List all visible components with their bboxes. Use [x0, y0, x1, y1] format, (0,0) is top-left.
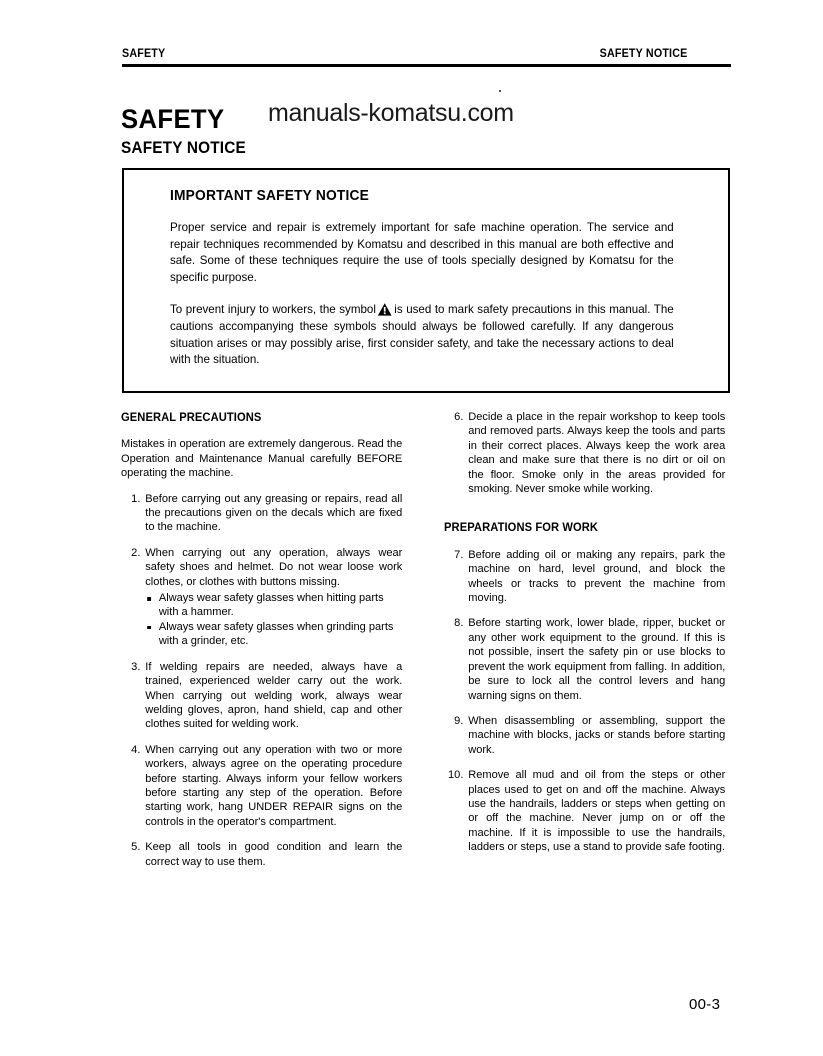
list-item-text: Decide a place in the repair workshop to keep tools and removed parts. Always keep the tools and parts in their correct places. Always keep the work area clean and make sure that there is no dirt or oil on the floor. Smoke only in the areas provided for smoking. Never smoke while working.	[468, 411, 726, 496]
list-item-text: Keep all tools in good condition and learn the correct way to use them.	[145, 841, 403, 868]
list-item-number: 6.	[454, 411, 464, 423]
list-item-text: When carrying out any operation with two or more workers, always agree on the operating procedure before starting. Always inform your fellow workers before starting any step of the operation. Before starting work, hang UNDER REPAIR signs on the controls in the operator's compartment.	[145, 743, 403, 828]
list-item-text: When carrying out any operation, always wear safety shoes and helmet. Do not wear loose work clothes, or clothes with buttons missing.	[145, 546, 403, 588]
list-item	[444, 768, 725, 854]
sub-list-item: Always wear safety glasses when grinding parts with a grinder, etc.	[145, 620, 402, 649]
general-precautions-list	[121, 492, 411, 869]
right-column	[444, 410, 734, 855]
list-item	[444, 410, 725, 496]
list-item	[444, 714, 725, 757]
list-item	[121, 546, 402, 649]
list-item-number: 1.	[131, 492, 141, 505]
header-section-label: SAFETY	[122, 48, 166, 60]
list-item-number: 5.	[131, 841, 141, 854]
notice-paragraph-2	[170, 301, 674, 367]
page-title: SAFETY	[121, 104, 225, 134]
page-subtitle: SAFETY NOTICE	[121, 139, 246, 157]
list-item-text: Before starting work, lower blade, ripper, bucket or any other work equipment to the ground. If this is not possible, insert the safety pin or use blocks to prevent the work equipment from falling. In addition, be sure to lock all the control levers and hang warning signs on them.	[468, 617, 726, 702]
list-item	[121, 840, 402, 869]
notice-paragraph-2-before: To prevent injury to workers, the symbol	[170, 302, 376, 317]
list-item-number: 10.	[448, 769, 464, 782]
sub-bullet-list	[145, 591, 402, 649]
list-item-number: 7.	[454, 548, 464, 561]
notice-title: IMPORTANT SAFETY NOTICE	[170, 188, 370, 204]
site-watermark: manuals-komatsu.com	[268, 99, 514, 127]
running-header	[122, 48, 687, 60]
page-number: 00-3	[689, 996, 721, 1013]
list-item-number: 4.	[131, 743, 141, 756]
list-item-text: When disassembling or assembling, support the machine with blocks, jacks or stands before starting work.	[468, 714, 726, 756]
list-item	[121, 492, 402, 535]
notice-paragraph-1: Proper service and repair is extremely important for safe machine operation. The service and repair techniques recommended by Komatsu and described in this manual are both effective and safe. Some of these techniques require the use of tools specially designed by Komatsu for the specific purpose.	[170, 220, 674, 284]
list-item-text: Before carrying out any greasing or repairs, read all the precautions given on the decals which are fixed to the machine.	[145, 492, 403, 534]
list-item-number: 3.	[131, 660, 141, 673]
warning-triangle-icon	[378, 303, 392, 316]
list-item-text: If welding repairs are needed, always have a trained, experienced welder carry out the work. When carrying out welding work, always wear welding gloves, apron, hand shield, cap and other clothes suited for welding work.	[145, 660, 403, 731]
header-topic-label: SAFETY NOTICE	[599, 48, 688, 60]
list-item	[121, 660, 402, 732]
left-column	[121, 410, 411, 869]
list-item-text: Before adding oil or making any repairs, park the machine on hard, level ground, and block the wheels or tracks to prevent the machine from moving.	[468, 548, 726, 605]
list-item-number: 9.	[454, 714, 464, 727]
header-divider	[122, 64, 731, 67]
list-item-number: 2.	[131, 546, 141, 559]
notice-paragraph-2-after: is used to mark safety precautions in this manual. The cautions accompanying these symbols should always be followed carefully. If any dangerous situation arises or may possibly arise, first consider safety, and take the necessary actions to deal with the situation.	[170, 302, 674, 367]
general-precautions-lead: Mistakes in operation are extremely dangerous. Read the Operation and Maintenance Manual carefully BEFORE operating the machine.	[121, 438, 403, 480]
sub-list-item: Always wear safety glasses when hitting parts with a hammer.	[145, 591, 402, 620]
general-precautions-heading: GENERAL PRECAUTIONS	[121, 410, 262, 424]
list-item-number: 8.	[454, 617, 464, 630]
preparations-for-work-list	[444, 548, 734, 855]
preparations-for-work-heading: PREPARATIONS FOR WORK	[444, 520, 599, 535]
general-precautions-list-continued	[444, 410, 734, 496]
list-item	[444, 616, 725, 702]
list-item-text: Remove all mud and oil from the steps or other places used to get on and off the machine. Always use the handrails, ladders or steps when getting on or off the machine. Never jump on or off the machine. If it is impossible to use the handrails, ladders or steps, use a stand to provide safe footing.	[468, 769, 726, 854]
list-item	[121, 743, 402, 829]
list-item	[444, 548, 725, 606]
important-safety-notice-box	[122, 168, 730, 393]
watermark-dot	[499, 90, 501, 92]
